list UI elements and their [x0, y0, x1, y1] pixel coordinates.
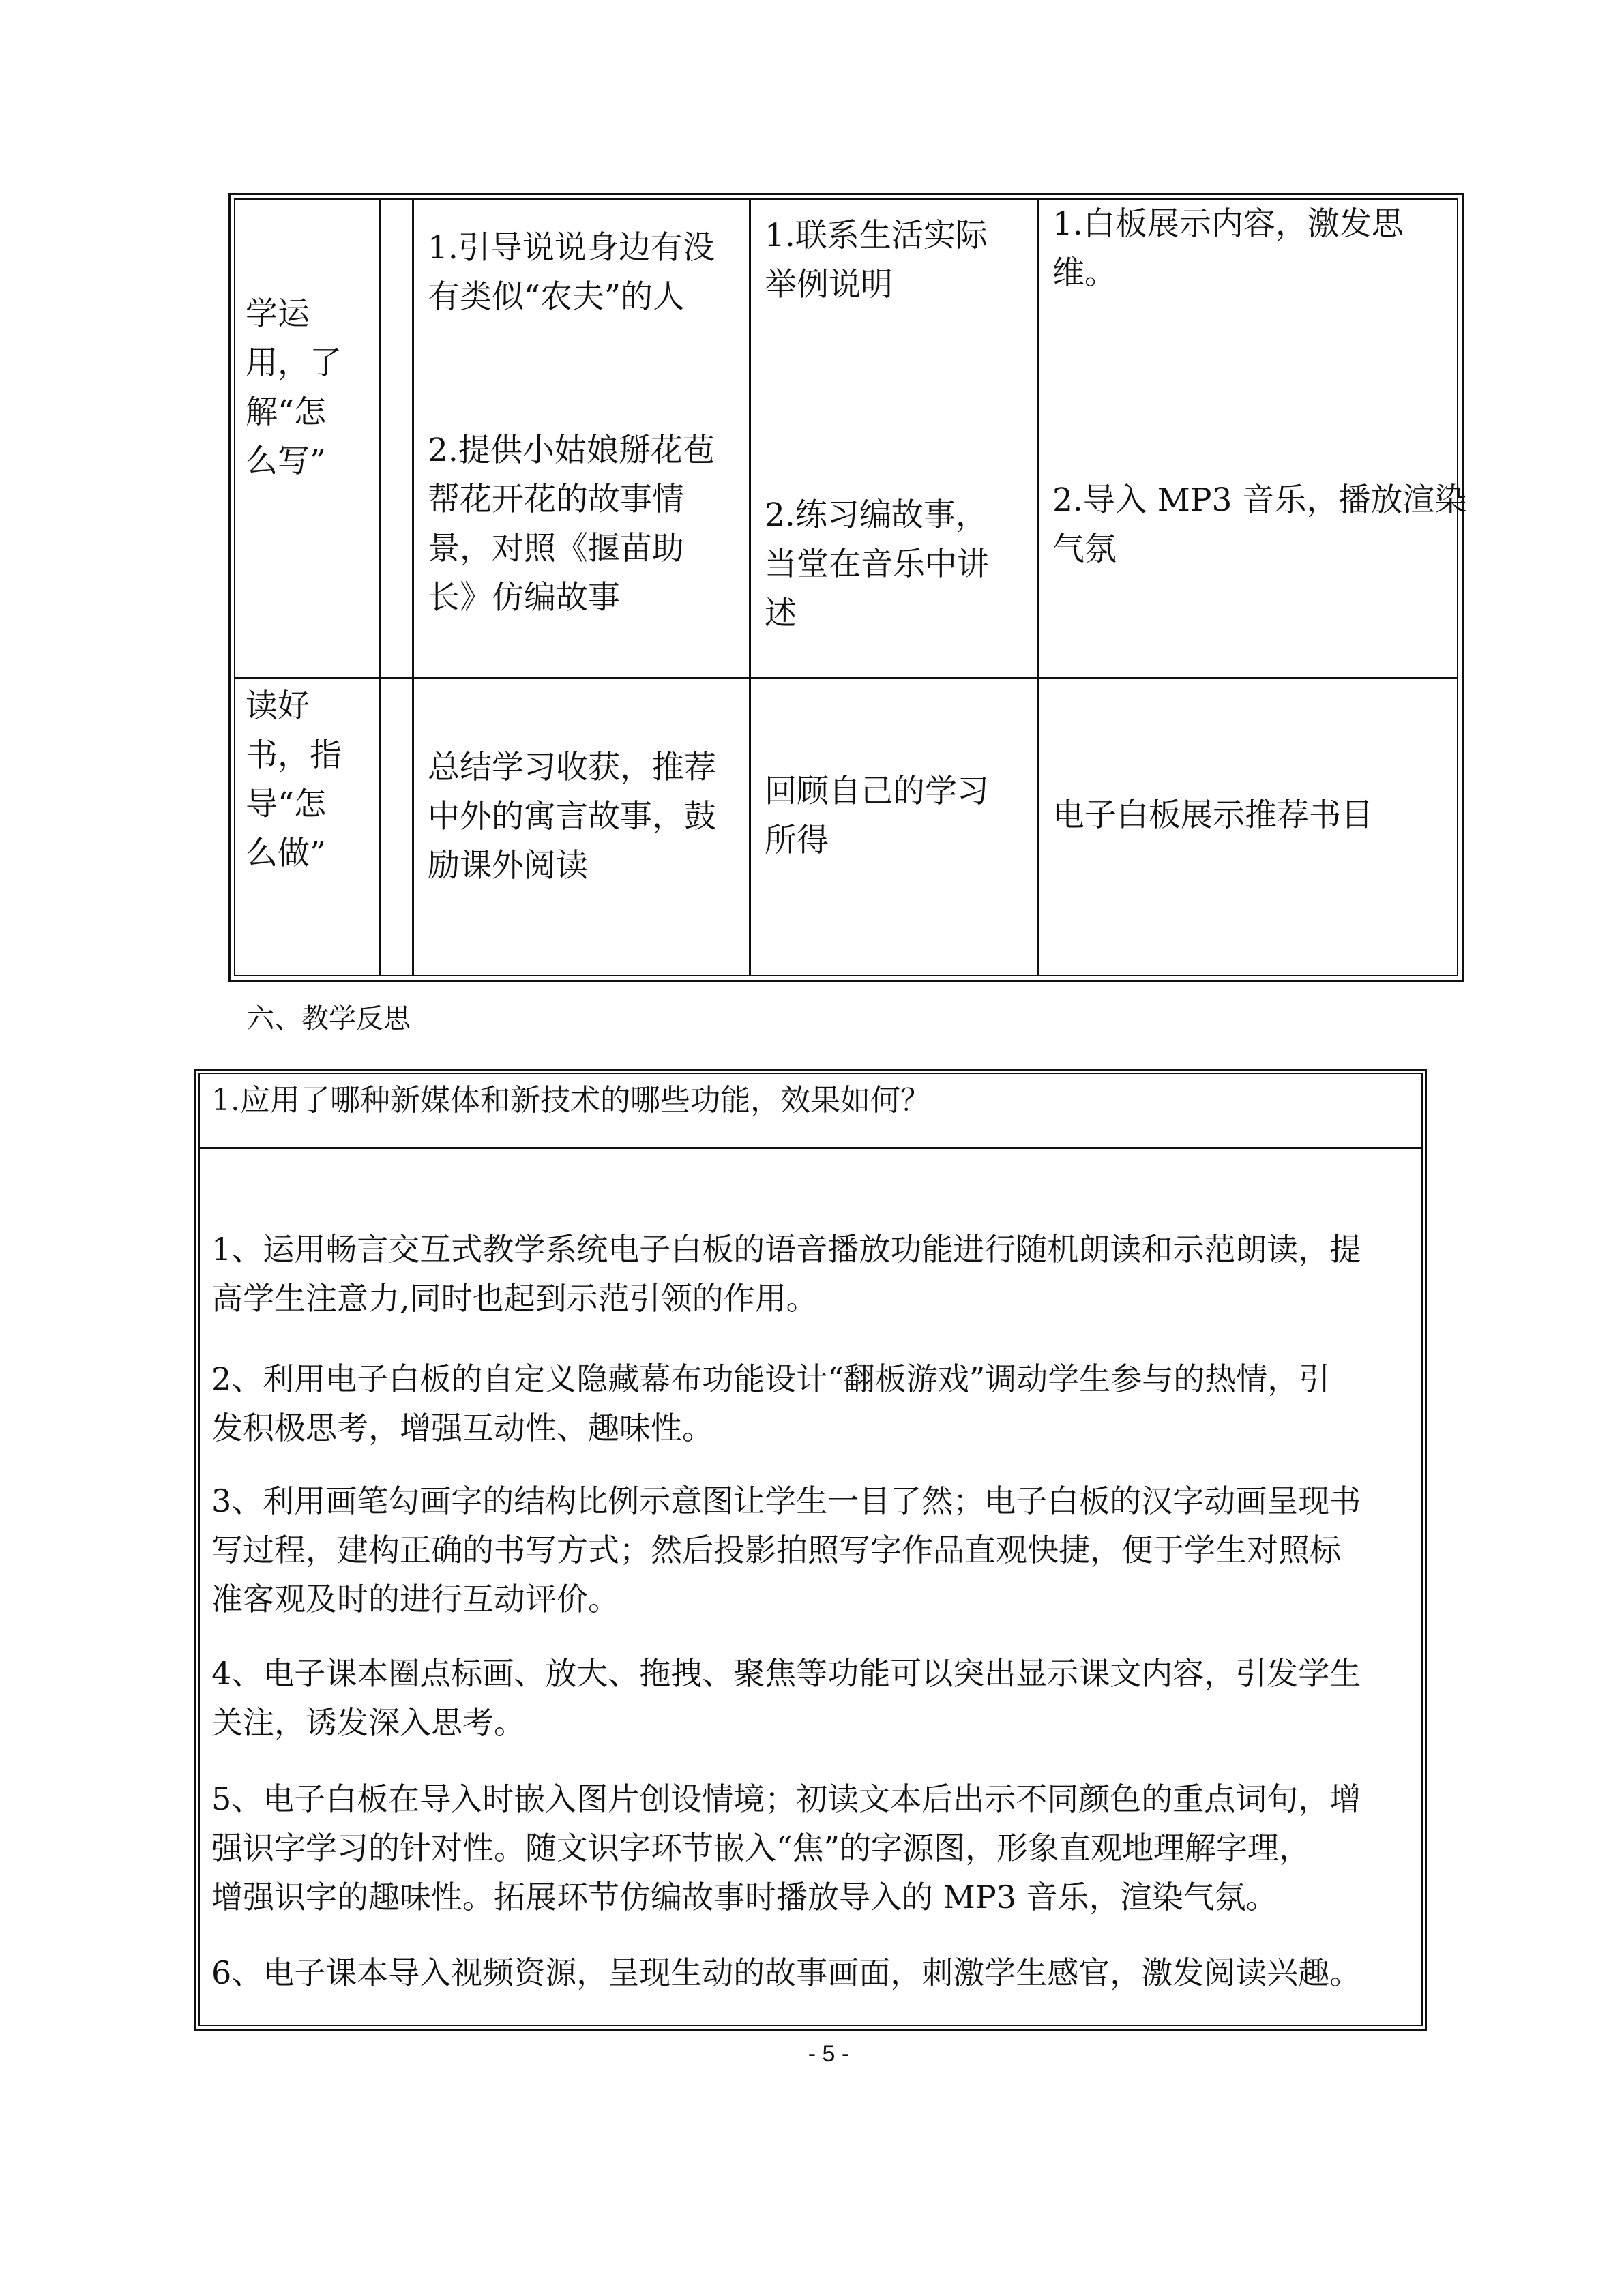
page-number: - 5 - [808, 2041, 850, 2067]
media-use-books: 电子白板展示推荐书目 [1052, 796, 1373, 834]
stage-cell-apply: 学运 用，了 解“怎 么写” [246, 295, 342, 480]
reflection-item-4: 4、电子课本圈点标画、放大、拖拽、聚焦等功能可以突出显示课文内容，引发学生 关注，诱发深入思考。 [211, 1655, 1361, 1741]
student-activity-2: 2.练习编故事， 当堂在音乐中讲 述 [765, 496, 989, 632]
student-activity-1: 1.联系生活实际 举例说明 [765, 217, 988, 303]
teacher-activity-1: 1.引导说说身边有没 有类似“农夫”的人 [428, 229, 715, 316]
reflection-item-1: 1、运用畅言交互式教学系统电子白板的语音播放功能进行随机朗读和示范朗读，提 高学生注意力,同时也起到示范引领的作用。 [211, 1231, 1361, 1317]
reflection-question: 1.应用了哪种新媒体和新技术的哪些功能，效果如何？ [211, 1083, 930, 1118]
teacher-activity-summary: 总结学习收获，推荐 中外的寓言故事，鼓 励课外阅读 [428, 749, 716, 884]
section-title: 六、教学反思 [247, 1003, 411, 1034]
student-activity-review: 回顾自己的学习 所得 [765, 773, 989, 859]
stage-cell-read: 读好 书，指 导“怎 么做” [246, 687, 342, 872]
reflection-item-5: 5、电子白板在导入时嵌入图片创设情境；初读文本后出示不同颜色的重点词句，增 强识字学习的针对性。随文识字环节嵌入“焦”的字源图，形象直观地理解字理， 增强识字的趣味性。拓展环节仿编故事时播放导入的 MP3 音乐，渲染气氛。 [211, 1780, 1361, 1915]
reflection-item-3: 3、利用画笔勾画字的结构比例示意图让学生一目了然；电子白板的汉字动画呈现书 写过程，建构正确的书写方式；然后投影拍照写字作品直观快捷，便于学生对照标 准客观及时的进行互动评价。 [211, 1482, 1361, 1617]
reflection-item-6: 6、电子课本导入视频资源，呈现生动的故事画面，刺激学生感官，激发阅读兴趣。 [211, 1954, 1361, 1991]
teacher-activity-2: 2.提供小姑娘掰花苞 帮花开花的故事情 景，对照《揠苗助 长》仿编故事 [428, 432, 715, 616]
reflection-item-2: 2、利用电子白板的自定义隐藏幕布功能设计“翻板游戏”调动学生参与的热情，引 发积极思考，增强互动性、趣味性。 [211, 1360, 1331, 1446]
media-use-2: 2.导入 MP3 音乐，播放渲染 气氛 [1052, 481, 1467, 568]
media-use-1: 1.白板展示内容，激发思 维。 [1052, 205, 1404, 292]
